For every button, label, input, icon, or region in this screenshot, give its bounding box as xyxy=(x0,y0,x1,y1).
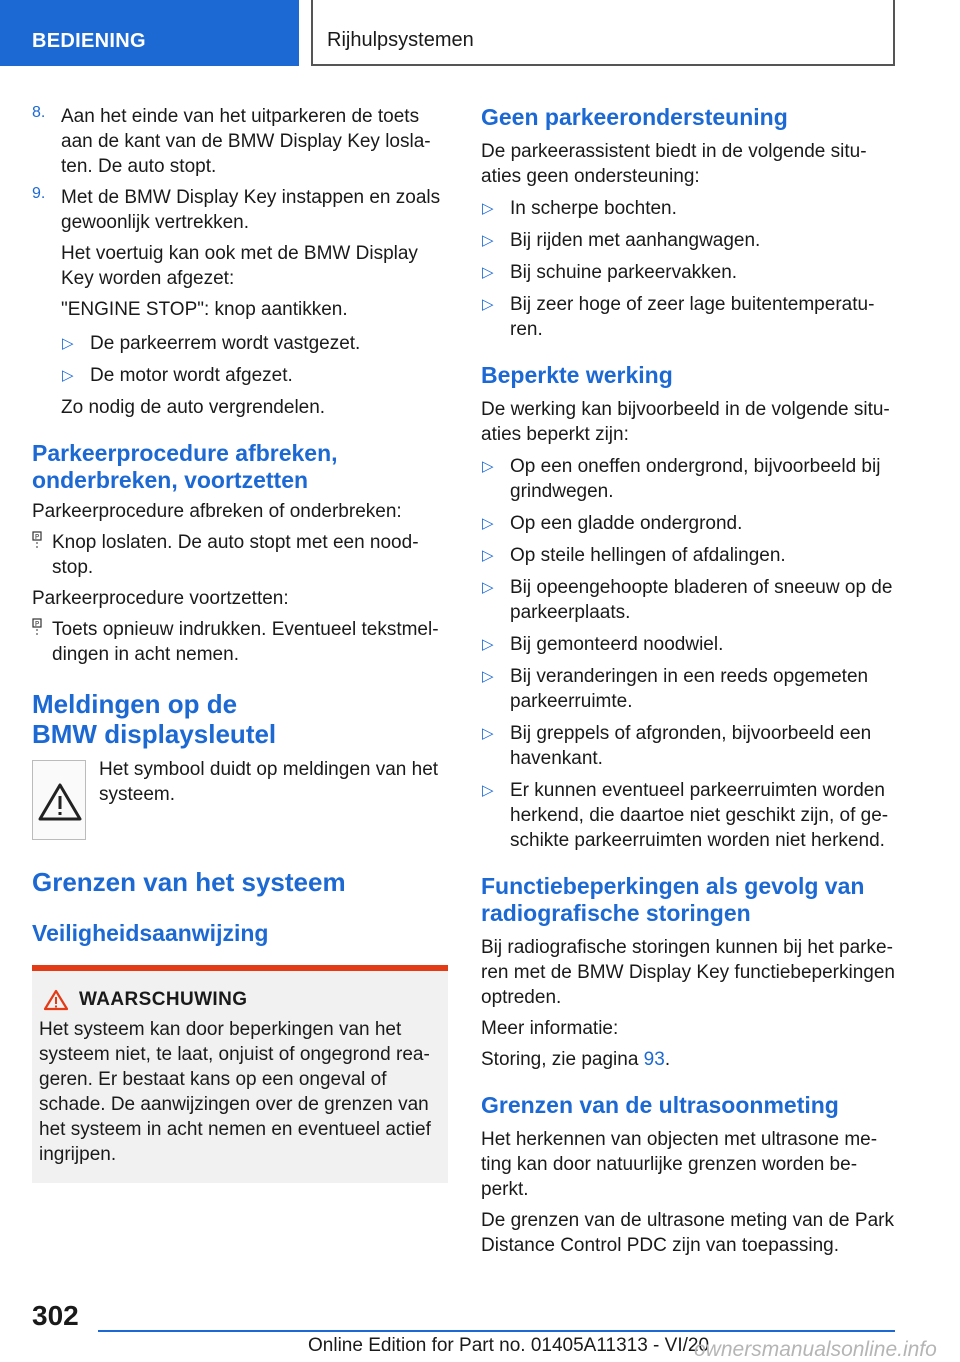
triangle-right-icon: ▷ xyxy=(482,200,494,217)
message-symbol-text: Het symbool duidt op meldingen van het systeem. xyxy=(99,759,439,805)
list-item: ▷ Bij gemonteerd noodwiel. xyxy=(482,634,724,655)
triangle-right-icon: ▷ xyxy=(482,458,494,475)
heading-safety: Veiligheidsaanwijzing xyxy=(32,920,269,946)
step-text: Aan het einde van het uitparkeren de toets aan de kant van de BMW Display Key loslaten. De auto stopt. xyxy=(61,106,431,177)
message-symbol-row xyxy=(32,757,448,843)
heading-ultrasound: Grenzen van de ultrasoonmeting xyxy=(481,1092,839,1118)
paragraph: Parkeerprocedure voortzetten: xyxy=(32,588,289,609)
limited-list xyxy=(481,454,895,853)
page-header xyxy=(0,0,960,66)
list-item: ▷ Op een gladde ondergrond. xyxy=(482,513,743,534)
list-item: ▷ Bij greppels of afgronden, bijvoorbeeld een havenkant. xyxy=(482,723,872,769)
list-item: ▷ Op steile hellingen of afdalingen. xyxy=(482,545,786,566)
step-number: 8. xyxy=(32,104,46,121)
list-item: ▷ Bij veranderingen in een reeds opgemeten parkeerruimte. xyxy=(482,666,869,712)
heading-radio: Functiebeperkingen als gevolg van radiografische storingen xyxy=(481,873,865,926)
parking-button-icon xyxy=(32,618,46,638)
step-number: 9. xyxy=(32,185,46,202)
warning-triangle-icon xyxy=(43,989,69,1011)
heading-limited: Beperkte werking xyxy=(481,362,673,388)
triangle-right-icon: ▷ xyxy=(482,782,494,799)
paragraph: Storing, zie pagina 93. xyxy=(481,1049,671,1070)
paragraph: De werking kan bijvoorbeeld in de volgende situaties beperkt zijn: xyxy=(481,399,890,445)
page-number: 302 xyxy=(32,1300,79,1331)
list-item: ▷ De parkeerrem wordt vastgezet. xyxy=(62,333,361,354)
warning-text: Het systeem kan door beperkingen van het systeem niet, te laat, onjuist of ongegrond reageren. Er bestaat kans op een ongeval of schade. De aanwijzingen over de grenzen van het systeem in acht nemen en eventueel actief ingrijpen. xyxy=(39,1019,431,1165)
heading-no-support: Geen parkeerondersteuning xyxy=(481,104,788,130)
heading-abort: Parkeerprocedure afbreken, onderbreken, voortzetten xyxy=(32,440,338,493)
list-item: ▷ In scherpe bochten. xyxy=(482,198,677,219)
list-item: ▷ Op een oneffen ondergrond, bijvoorbeeld bij grindwegen. xyxy=(482,456,881,502)
paragraph: Parkeerprocedure afbreken of onderbreken: xyxy=(32,501,402,522)
watermark: ownersmanualsonline.info xyxy=(694,1338,937,1361)
paragraph: De parkeerassistent biedt in de volgende situaties geen ondersteuning: xyxy=(481,141,867,187)
triangle-right-icon: ▷ xyxy=(482,547,494,564)
paragraph: Het herkennen van objecten met ultrasone meting kan door natuurlijke grenzen worden beperkt. xyxy=(481,1129,878,1200)
triangle-right-icon: ▷ xyxy=(482,232,494,249)
paragraph: De grenzen van de ultrasone meting van de Park Distance Control PDC zijn van toepassing. xyxy=(481,1210,894,1256)
svg-text:P: P xyxy=(34,620,40,628)
step-text: Met de BMW Display Key instappen en zoals gewoonlijk vertrekken. xyxy=(61,187,441,233)
triangle-right-icon: ▷ xyxy=(482,636,494,653)
page-link[interactable]: 93 xyxy=(643,1049,665,1070)
chapter-tab: Rijhulpsystemen xyxy=(311,0,895,66)
triangle-right-icon: ▷ xyxy=(62,335,74,352)
triangle-right-icon: ▷ xyxy=(62,367,74,384)
warning-triangle-icon xyxy=(32,760,86,840)
section-tab: BEDIENING xyxy=(0,0,299,66)
heading-limits: Grenzen van het systeem xyxy=(32,867,346,897)
paragraph: P Knop loslaten. De auto stopt met een noodstop. xyxy=(32,530,448,580)
parking-button-icon xyxy=(32,531,46,551)
triangle-right-icon: ▷ xyxy=(482,725,494,742)
footer-divider xyxy=(98,1330,895,1332)
step-9 xyxy=(32,185,448,420)
paragraph: Meer informatie: xyxy=(481,1018,619,1039)
paragraph: Bij radiografische storingen kunnen bij het parkeren met de BMW Display Key functiebeperkingen optreden. xyxy=(481,937,895,1008)
step-subtext: Het voertuig kan ook met de BMW Display Key worden afgezet: xyxy=(61,243,418,289)
list-item: ▷ Bij schuine parkeervakken. xyxy=(482,262,738,283)
list-item: ▷ Bij rijden met aanhangwagen. xyxy=(482,230,761,251)
svg-text:P: P xyxy=(34,533,40,541)
list-item: ▷ De motor wordt afgezet. xyxy=(62,365,293,386)
triangle-right-icon: ▷ xyxy=(482,579,494,596)
paragraph: P Toets opnieuw indrukken. Eventueel tekstmeldingen in acht nemen. xyxy=(32,617,448,667)
warning-title: WAARSCHUWING xyxy=(39,989,440,1011)
warning-box xyxy=(32,965,448,1183)
triangle-right-icon: ▷ xyxy=(482,668,494,685)
list-item: ▷ Bij zeer hoge of zeer lage buitentemperaturen. xyxy=(482,294,875,340)
step-subtext: "ENGINE STOP": knop aantikken. xyxy=(61,299,348,320)
step-subtext: Zo nodig de auto vergrendelen. xyxy=(61,397,326,418)
triangle-right-icon: ▷ xyxy=(482,515,494,532)
list-item: ▷ Er kunnen eventueel parkeerruimten worden herkend, die daartoe niet geschikt zijn, of geschikte parkeerruimten worden niet herkend. xyxy=(482,780,889,851)
right-column xyxy=(481,104,895,1264)
step-8 xyxy=(32,104,448,179)
list-item: ▷ Bij opeengehoopte bladeren of sneeuw op de parkeerplaats. xyxy=(482,577,893,623)
footer-edition: Online Edition for Part no. 01405A11313 - VI/20 xyxy=(308,1335,710,1356)
triangle-right-icon: ▷ xyxy=(482,296,494,313)
triangle-right-icon: ▷ xyxy=(482,264,494,281)
no-support-list xyxy=(481,196,895,342)
heading-messages: Meldingen op de BMW displaysleutel xyxy=(32,689,277,749)
step-bullets xyxy=(61,331,448,388)
left-column xyxy=(32,104,448,1183)
